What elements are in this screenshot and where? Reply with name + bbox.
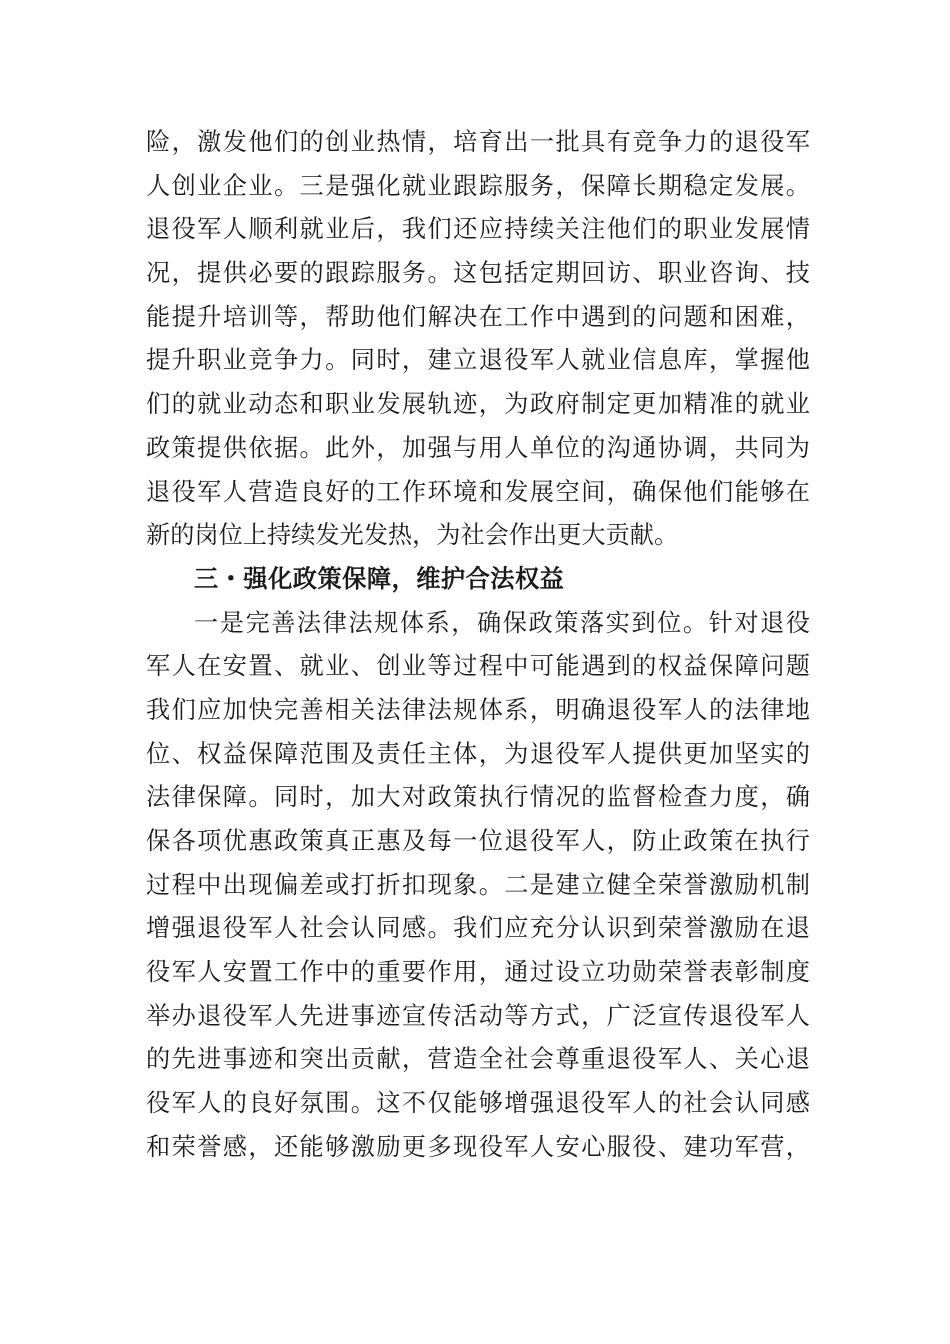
text-line: 退役军人顺利就业后，我们还应持续关注他们的职业发展情: [146, 215, 810, 244]
text-line: 一是完善法律法规体系，确保政策落实到位。针对退役: [194, 608, 810, 637]
text-line: 过程中出现偏差或打折扣现象。二是建立健全荣誉激励机制: [146, 870, 810, 899]
text-line: 的先进事迹和突出贡献，营造全社会尊重退役军人、关心退: [146, 1045, 810, 1074]
text-line: 人创业企业。三是强化就业跟踪服务，保障长期稳定发展。: [146, 171, 810, 200]
text-line: 退役军人营造良好的工作环境和发展空间，确保他们能够在: [146, 477, 810, 506]
section-heading: 三・强化政策保障，维护合法权益: [194, 564, 565, 593]
text-line: 役军人的良好氛围。这不仅能够增强退役军人的社会认同感: [146, 1089, 810, 1118]
text-line: 和荣誉感，还能够激励更多现役军人安心服役、建功军营，: [146, 1132, 810, 1161]
text-line: 新的岗位上持续发光发热，为社会作出更大贡献。: [146, 521, 679, 550]
text-line: 政策提供依据。此外，加强与用人单位的沟通协调，共同为: [146, 433, 810, 462]
text-line: 险，激发他们的创业热情，培育出一批具有竞争力的退役军: [146, 128, 810, 156]
text-line: 能提升培训等，帮助他们解决在工作中遇到的问题和困难，: [146, 302, 810, 331]
text-line: 役军人安置工作中的重要作用，通过设立功勋荣誉表彰制度: [146, 958, 810, 987]
text-line: 们的就业动态和职业发展轨迹，为政府制定更加精准的就业: [146, 390, 810, 419]
text-line: 举办退役军人先进事迹宣传活动等方式，广泛宣传退役军人: [146, 1001, 810, 1030]
text-line: 况，提供必要的跟踪服务。这包括定期回访、职业咨询、技: [146, 259, 810, 288]
text-line: 提升职业竞争力。同时，建立退役军人就业信息库，掌握他: [146, 346, 810, 375]
text-line: 军人在安置、就业、创业等过程中可能遇到的权益保障问题: [146, 652, 810, 681]
body-text: [146, 121, 810, 1170]
text-line: 位、权益保障范围及责任主体，为退役军人提供更加坚实的: [146, 739, 810, 768]
text-line: 保各项优惠政策真正惠及每一位退役军人，防止政策在执行: [146, 827, 810, 855]
text-line: 我们应加快完善相关法律法规体系，明确退役军人的法律地: [146, 695, 810, 724]
text-line: 增强退役军人社会认同感。我们应充分认识到荣誉激励在退: [146, 914, 810, 943]
text-line: 法律保障。同时，加大对政策执行情况的监督检查力度，确: [146, 783, 810, 812]
